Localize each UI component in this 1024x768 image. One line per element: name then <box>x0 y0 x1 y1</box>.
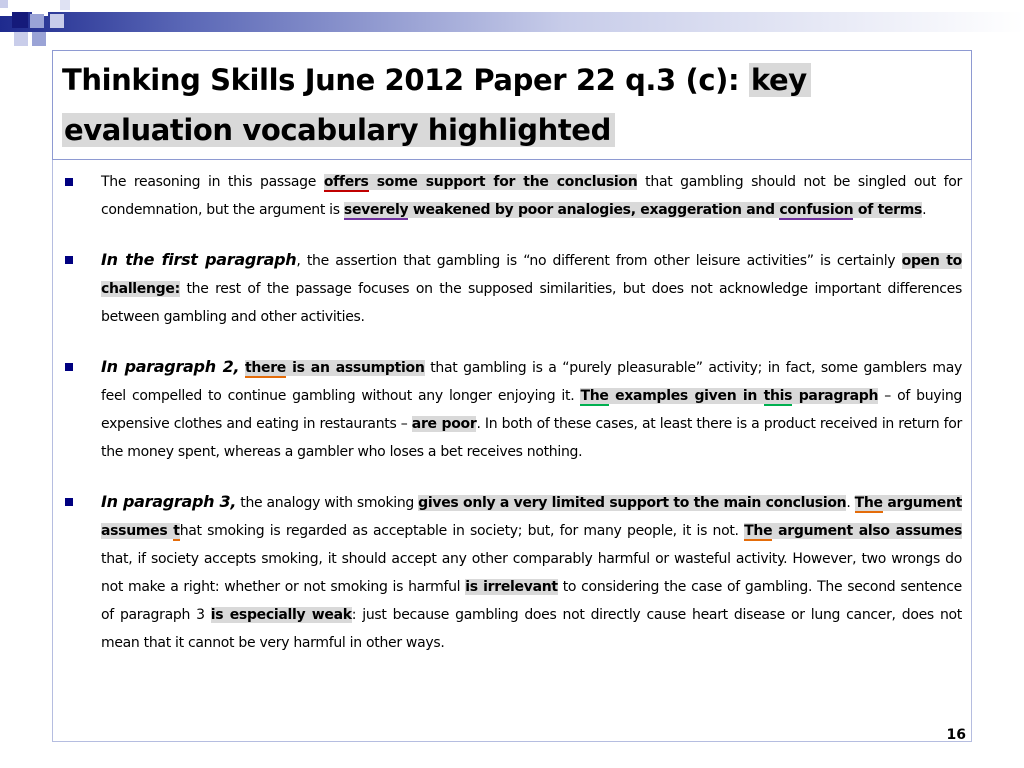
text-segment: that gambling is a “purely pleasurable” activity; in fact, some gamblers may feel compelled to continue gambling without any longer enjoying it. <box>101 360 962 404</box>
bullet-item-paragraph-3 <box>53 488 971 657</box>
decor-square <box>12 12 28 28</box>
title-highlight-key: key <box>749 63 811 97</box>
bullet-item-overall <box>53 168 971 224</box>
text-segment: the analogy with smoking <box>236 495 419 511</box>
highlighted-phrase: is irrelevant <box>465 579 558 595</box>
decor-square <box>60 0 70 10</box>
bullet-list <box>53 168 971 679</box>
text-segment: the rest of the passage focuses on the supposed similarities, but does not acknowledge important differences between gambling and other activities. <box>101 281 962 325</box>
header-gradient-band <box>0 12 1024 32</box>
underlined-keyword: severely <box>343 202 409 218</box>
square-bullet-icon <box>65 256 73 264</box>
underlined-keyword: offers <box>323 174 369 190</box>
text-segment: that gambling should not be singled out for condemnation, but the argument is <box>101 174 963 218</box>
highlighted-phrase: open to challenge: <box>101 253 962 297</box>
slide-title <box>62 55 962 155</box>
highlighted-phrase: is especially weak <box>210 607 352 623</box>
paragraph-reference: In paragraph 3, <box>101 492 237 511</box>
bullet-text <box>101 168 962 224</box>
highlighted-phrase: argument also assumes <box>772 523 962 539</box>
highlighted-phrase: is an assumption <box>286 360 425 376</box>
bullet-item-first-paragraph <box>53 246 971 331</box>
bullet-text <box>101 246 962 331</box>
underlined-keyword: there <box>244 360 287 376</box>
text-segment: . <box>846 495 855 511</box>
bullet-item-paragraph-2 <box>53 353 971 466</box>
bullet-text <box>101 488 962 657</box>
square-bullet-icon <box>65 498 73 506</box>
slide-corner-decoration <box>0 0 1024 50</box>
bullet-text <box>101 353 962 466</box>
highlighted-phrase: argument assumes <box>101 495 963 539</box>
underlined-keyword: The <box>854 495 883 511</box>
text-segment: – of buying expensive clothes and eating in restaurants – <box>101 388 962 432</box>
underlined-keyword: confusion <box>779 202 854 218</box>
paragraph-reference: In paragraph 2, <box>101 357 240 376</box>
text-segment: hat smoking is regarded as acceptable in society; but, for many people, it is not. <box>179 523 745 539</box>
square-bullet-icon <box>65 363 73 371</box>
text-segment: . <box>922 202 927 218</box>
decor-square <box>50 14 64 28</box>
paragraph-reference: In the first paragraph <box>101 250 297 269</box>
text-segment: to considering the case of gambling. The second sentence of paragraph 3 <box>101 579 962 623</box>
underlined-keyword: The <box>744 523 773 539</box>
highlighted-phrase: of terms <box>853 202 923 218</box>
text-segment: that, if society accepts smoking, it should accept any other comparably harmful or wasteful activity. However, two wrongs do not make a right: whether or not smoking is harmful <box>101 551 962 595</box>
square-bullet-icon <box>65 178 73 186</box>
decor-square <box>30 14 44 28</box>
underlined-keyword: The <box>580 388 609 404</box>
text-segment: : just because gambling does not directly cause heart disease or lung cancer, does not mean that it cannot be very harmful in other ways. <box>101 607 962 651</box>
content-area <box>52 160 972 742</box>
highlighted-phrase: paragraph <box>792 388 879 404</box>
text-segment: , the assertion that gambling is “no different from other leisure activities” is certainly <box>296 253 902 269</box>
page-number: 16 <box>946 727 966 743</box>
title-text: Thinking Skills June 2012 Paper 22 q.3 (c): <box>62 63 740 97</box>
highlighted-phrase: gives only a very limited support to the main conclusion <box>418 495 847 511</box>
decor-square <box>32 0 48 16</box>
highlighted-phrase: examples given in <box>608 388 764 404</box>
highlighted-phrase: some support for the conclusion <box>368 174 638 190</box>
underlined-keyword: this <box>763 388 793 404</box>
decor-square <box>0 0 8 8</box>
title-box <box>52 50 972 160</box>
decor-square <box>32 32 46 46</box>
text-segment: . In both of these cases, at least there is a product received in return for the money spent, whereas a gambler who loses a bet receives nothing. <box>101 416 962 460</box>
decor-square <box>14 32 28 46</box>
title-highlight-vocabulary: evaluation vocabulary highlighted <box>62 113 615 147</box>
text-segment: The reasoning in this passage <box>101 174 324 190</box>
underlined-keyword: t <box>173 523 180 539</box>
highlighted-phrase: weakened by poor analogies, exaggeration and <box>408 202 780 218</box>
highlighted-phrase: are poor <box>411 416 477 432</box>
